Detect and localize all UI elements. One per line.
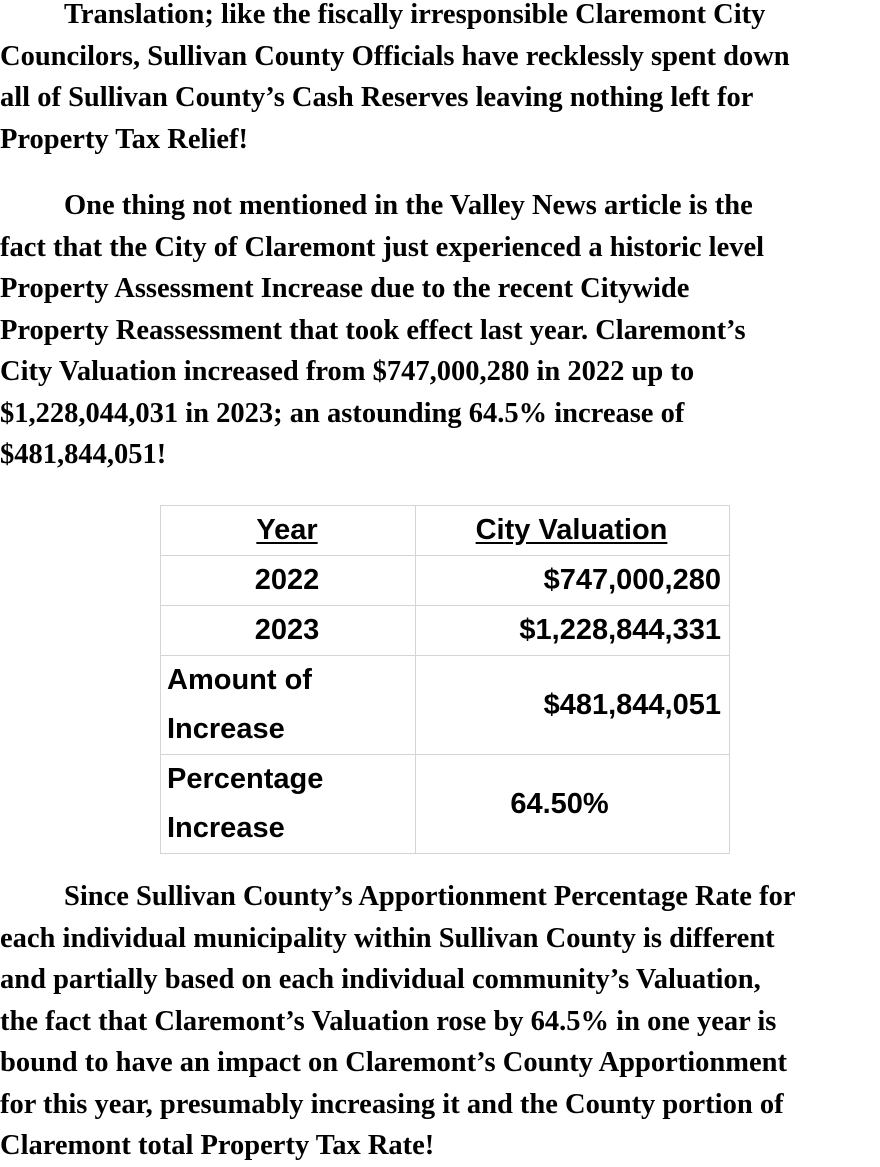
- paragraph-translation: [0, 0, 880, 160]
- text-line: Translation; like the fiscally irresponsible Claremont City: [64, 0, 766, 30]
- text-line: Claremont total Property Tax Rate!: [0, 1130, 435, 1161]
- text-line: Property Tax Relief!: [0, 123, 249, 155]
- row-value: $1,228,844,331: [416, 606, 730, 656]
- text-line: City Valuation increased from $747,000,280 in 2022 up to: [0, 356, 695, 387]
- text-line: the fact that Claremont’s Valuation rose by 64.5% in one year is: [0, 1005, 777, 1037]
- paragraph-apportionment: [0, 876, 880, 1167]
- table-row: [161, 556, 730, 606]
- table-row: [161, 656, 730, 755]
- text-line: Property Assessment Increase due to the recent Citywide: [0, 273, 690, 304]
- row-label-line: Increase: [167, 713, 285, 745]
- row-label: 2023: [161, 606, 416, 656]
- row-label-line: Amount of: [167, 664, 312, 696]
- row-label: [161, 656, 416, 755]
- row-value: 64.50%: [416, 755, 730, 854]
- text-line: $481,844,051!: [0, 439, 167, 470]
- row-label-line: Percentage: [167, 763, 324, 795]
- row-value: $747,000,280: [416, 556, 730, 606]
- header-city-valuation: City Valuation: [416, 506, 730, 556]
- table-header-row: [161, 506, 730, 556]
- text-line: each individual municipality within Sullivan County is different: [0, 922, 775, 954]
- text-line: fact that the City of Claremont just experienced a historic level: [0, 231, 765, 263]
- text-line: and partially based on each individual community’s Valuation,: [0, 964, 761, 995]
- valuation-table: [160, 505, 730, 854]
- row-label: 2022: [161, 556, 416, 606]
- text-line: One thing not mentioned in the Valley News article is the: [64, 190, 753, 221]
- text-line: $1,228,044,031 in 2023; an astounding 64.5% increase of: [0, 397, 685, 429]
- text-line: Councilors, Sullivan County Officials have recklessly spent down: [0, 40, 790, 72]
- paragraph-valuation: [0, 185, 880, 476]
- row-label: [161, 755, 416, 854]
- text-line: all of Sullivan County’s Cash Reserves leaving nothing left for: [0, 82, 754, 113]
- text-line: Since Sullivan County’s Apportionment Percentage Rate for: [64, 881, 796, 912]
- text-line: bound to have an impact on Claremont’s County Apportionment: [0, 1047, 788, 1078]
- text-line: Property Reassessment that took effect last year. Claremont’s: [0, 314, 746, 346]
- table-row: [161, 755, 730, 854]
- row-value: $481,844,051: [416, 656, 730, 755]
- row-label-line: Increase: [167, 812, 285, 844]
- header-year: Year: [161, 506, 416, 556]
- text-line: for this year, presumably increasing it and the County portion of: [0, 1088, 784, 1120]
- table-row: [161, 606, 730, 656]
